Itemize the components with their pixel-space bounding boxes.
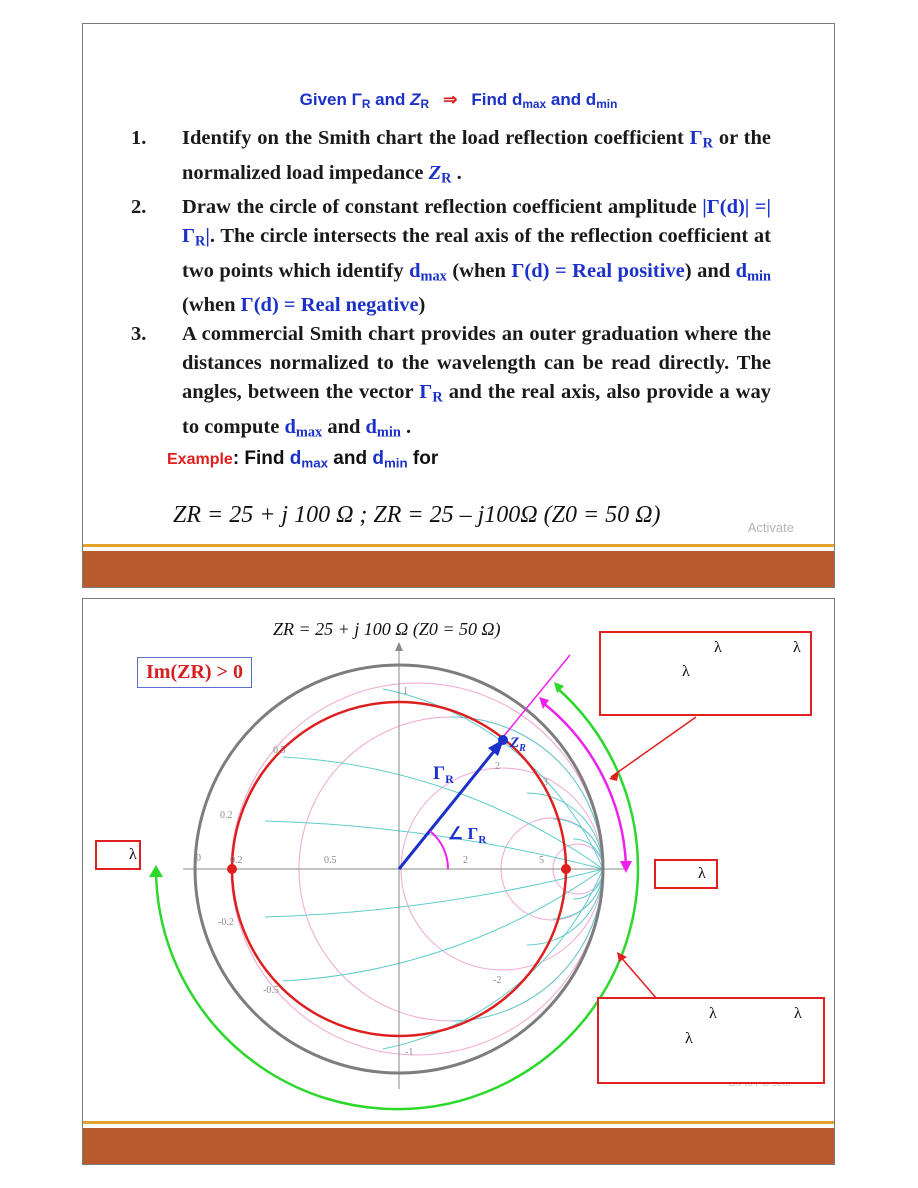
label-r0: 0 — [196, 853, 201, 864]
example-formula: ZR = 25 + j 100 Ω ; ZR = 25 – j100Ω (Z0 = 50 Ω) — [173, 502, 661, 528]
dmax-point — [561, 864, 571, 874]
steps-list — [131, 124, 771, 447]
dmax-arc-end-arrow-icon — [620, 861, 632, 873]
gamma-vector — [399, 745, 499, 869]
label-r5: 5 — [539, 855, 544, 866]
label-xm2: -2 — [493, 975, 502, 986]
im-zr-label: Im(ZR) > 0 — [137, 657, 252, 688]
footer-accent-line — [83, 1121, 834, 1124]
label-x05: 0.5 — [273, 745, 286, 756]
callout-left: λ — [95, 840, 141, 870]
radial-extension-line — [503, 655, 570, 737]
zr-point-label: $Z_R$ — [510, 735, 526, 754]
footer-bar — [83, 1128, 834, 1164]
imag-axis-arrow-icon — [395, 642, 403, 651]
chart-title: ZR = 25 + j 100 Ω (Z0 = 50 Ω) — [273, 619, 501, 639]
callout-bottom-right: λ λ λ — [597, 997, 825, 1084]
step-1: 1. Identify on the Smith chart the load reflection coefficient $\Gamma_R$ or the normalized load impedance $Z_R$ . — [131, 127, 771, 187]
label-x1: 1 — [403, 686, 408, 697]
slide-2 — [82, 598, 835, 1165]
zr-point — [498, 735, 508, 745]
label-xm02: -0.2 — [218, 917, 234, 928]
callout-right: λ — [654, 859, 718, 889]
label-r05: 0.5 — [324, 855, 337, 866]
example-line: Example: Find $d_{max}$ and $d_{min}$ for — [167, 448, 439, 471]
dmin-arc-end-arrow-icon — [149, 865, 163, 877]
label-r2: 2 — [463, 855, 468, 866]
callout-top-connector — [611, 717, 696, 777]
gamma-r-label: $\Gamma_R$ — [433, 763, 454, 786]
slide1-heading: Given $\Gamma_R$ and $Z_R$ ⇒ Find $d_{max}$ and $d_{min}$ — [299, 90, 618, 111]
callout-bottom-connector — [619, 955, 657, 999]
step-2: 2. Draw the circle of constant reflection coefficient amplitude $|\Gamma(d)| =|\Gamma_R|$. The circle intersects the real axis of the reflection coefficient at two points which identify $d_{max}$ (when Γ(d) = Real positive) and $d_{min}$ (when Γ(d) = Real negative) — [131, 196, 771, 317]
implies-arrow-icon: ⇒ — [443, 90, 458, 109]
slide-1 — [82, 23, 835, 588]
callout-top-arrow-icon — [609, 771, 619, 781]
activate-watermark: Activate — [747, 520, 794, 535]
footer-bar — [83, 551, 834, 587]
label-r02: 0.2 — [230, 855, 243, 866]
label-x2: 2 — [495, 761, 500, 772]
label-x3: 3 — [543, 777, 548, 788]
angle-gamma-label: ∠ $\Gamma_R$ — [448, 824, 487, 846]
step-3: 3. A commercial Smith chart provides an outer graduation where the distances normalized to the wavelength can be read directly. The angles, between the vector $\Gamma_R$ and the real axis, also provide a way to compute $d_{max}$ and $d_{min}$ . — [131, 323, 771, 441]
label-xm05: -0.5 — [263, 985, 279, 996]
callout-top-right: λ λ λ — [599, 631, 812, 716]
label-x02: 0.2 — [220, 810, 233, 821]
footer-accent-line — [83, 544, 834, 547]
label-xm1: -1 — [405, 1047, 414, 1058]
